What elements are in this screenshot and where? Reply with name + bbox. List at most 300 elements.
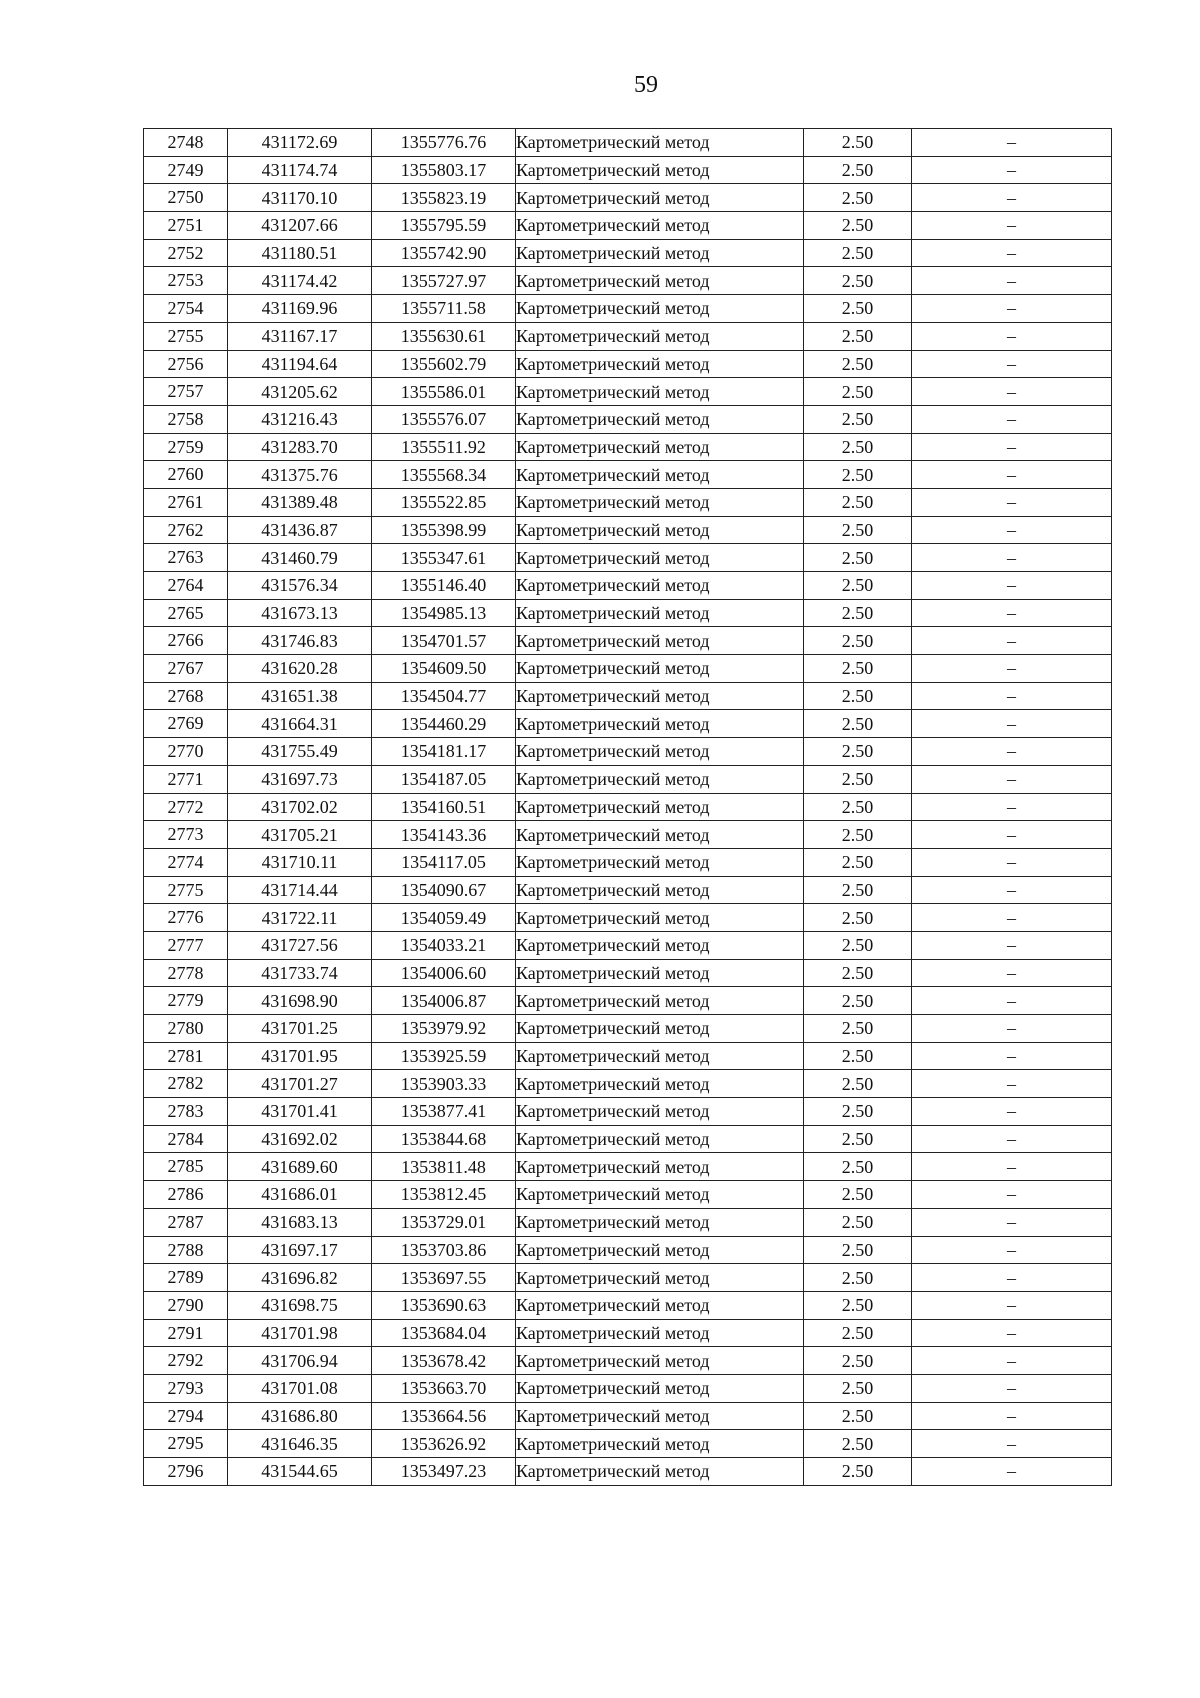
y-coordinate-cell: 1355711.58 xyxy=(372,295,516,323)
point-number-cell: 2766 xyxy=(144,627,228,655)
point-number-cell: 2783 xyxy=(144,1098,228,1126)
point-number-cell: 2754 xyxy=(144,295,228,323)
x-coordinate-cell: 431389.48 xyxy=(228,488,372,516)
note-cell: – xyxy=(912,848,1112,876)
y-coordinate-cell: 1353729.01 xyxy=(372,1208,516,1236)
y-coordinate-cell: 1353812.45 xyxy=(372,1181,516,1209)
accuracy-cell: 2.50 xyxy=(804,655,912,683)
point-number-cell: 2757 xyxy=(144,378,228,406)
accuracy-cell: 2.50 xyxy=(804,184,912,212)
table-row xyxy=(144,1098,1112,1126)
table-row xyxy=(144,1458,1112,1486)
accuracy-cell: 2.50 xyxy=(804,378,912,406)
table-row xyxy=(144,405,1112,433)
x-coordinate-cell: 431646.35 xyxy=(228,1430,372,1458)
note-cell: – xyxy=(912,959,1112,987)
accuracy-cell: 2.50 xyxy=(804,1347,912,1375)
accuracy-cell: 2.50 xyxy=(804,405,912,433)
y-coordinate-cell: 1353925.59 xyxy=(372,1042,516,1070)
accuracy-cell: 2.50 xyxy=(804,239,912,267)
y-coordinate-cell: 1355602.79 xyxy=(372,350,516,378)
y-coordinate-cell: 1354117.05 xyxy=(372,848,516,876)
table-row xyxy=(144,488,1112,516)
x-coordinate-cell: 431686.01 xyxy=(228,1181,372,1209)
y-coordinate-cell: 1354181.17 xyxy=(372,738,516,766)
note-cell: – xyxy=(912,239,1112,267)
point-number-cell: 2785 xyxy=(144,1153,228,1181)
point-number-cell: 2791 xyxy=(144,1319,228,1347)
y-coordinate-cell: 1355823.19 xyxy=(372,184,516,212)
method-cell: Картометрический метод xyxy=(516,322,804,350)
point-number-cell: 2772 xyxy=(144,793,228,821)
point-number-cell: 2784 xyxy=(144,1125,228,1153)
note-cell: – xyxy=(912,129,1112,157)
x-coordinate-cell: 431701.08 xyxy=(228,1374,372,1402)
x-coordinate-cell: 431620.28 xyxy=(228,655,372,683)
method-cell: Картометрический метод xyxy=(516,212,804,240)
method-cell: Картометрический метод xyxy=(516,1264,804,1292)
accuracy-cell: 2.50 xyxy=(804,322,912,350)
point-number-cell: 2760 xyxy=(144,461,228,489)
table-row xyxy=(144,350,1112,378)
method-cell: Картометрический метод xyxy=(516,931,804,959)
method-cell: Картометрический метод xyxy=(516,516,804,544)
table-row xyxy=(144,821,1112,849)
x-coordinate-cell: 431460.79 xyxy=(228,544,372,572)
table-row xyxy=(144,295,1112,323)
note-cell: – xyxy=(912,1264,1112,1292)
x-coordinate-cell: 431701.41 xyxy=(228,1098,372,1126)
point-number-cell: 2764 xyxy=(144,572,228,600)
method-cell: Картометрический метод xyxy=(516,1347,804,1375)
y-coordinate-cell: 1355776.76 xyxy=(372,129,516,157)
accuracy-cell: 2.50 xyxy=(804,572,912,600)
method-cell: Картометрический метод xyxy=(516,239,804,267)
method-cell: Картометрический метод xyxy=(516,1070,804,1098)
x-coordinate-cell: 431172.69 xyxy=(228,129,372,157)
point-number-cell: 2752 xyxy=(144,239,228,267)
table-row xyxy=(144,212,1112,240)
table-row xyxy=(144,156,1112,184)
note-cell: – xyxy=(912,1208,1112,1236)
y-coordinate-cell: 1354059.49 xyxy=(372,904,516,932)
accuracy-cell: 2.50 xyxy=(804,1015,912,1043)
x-coordinate-cell: 431727.56 xyxy=(228,931,372,959)
x-coordinate-cell: 431651.38 xyxy=(228,682,372,710)
point-number-cell: 2789 xyxy=(144,1264,228,1292)
method-cell: Картометрический метод xyxy=(516,904,804,932)
accuracy-cell: 2.50 xyxy=(804,461,912,489)
method-cell: Картометрический метод xyxy=(516,129,804,157)
x-coordinate-cell: 431697.17 xyxy=(228,1236,372,1264)
table-row xyxy=(144,710,1112,738)
note-cell: – xyxy=(912,655,1112,683)
method-cell: Картометрический метод xyxy=(516,378,804,406)
accuracy-cell: 2.50 xyxy=(804,987,912,1015)
x-coordinate-cell: 431375.76 xyxy=(228,461,372,489)
point-number-cell: 2751 xyxy=(144,212,228,240)
x-coordinate-cell: 431696.82 xyxy=(228,1264,372,1292)
y-coordinate-cell: 1353664.56 xyxy=(372,1402,516,1430)
x-coordinate-cell: 431169.96 xyxy=(228,295,372,323)
x-coordinate-cell: 431697.73 xyxy=(228,765,372,793)
table-row xyxy=(144,129,1112,157)
x-coordinate-cell: 431692.02 xyxy=(228,1125,372,1153)
method-cell: Картометрический метод xyxy=(516,544,804,572)
y-coordinate-cell: 1353697.55 xyxy=(372,1264,516,1292)
accuracy-cell: 2.50 xyxy=(804,1374,912,1402)
accuracy-cell: 2.50 xyxy=(804,1042,912,1070)
x-coordinate-cell: 431722.11 xyxy=(228,904,372,932)
y-coordinate-cell: 1354006.87 xyxy=(372,987,516,1015)
method-cell: Картометрический метод xyxy=(516,627,804,655)
x-coordinate-cell: 431710.11 xyxy=(228,848,372,876)
method-cell: Картометрический метод xyxy=(516,572,804,600)
table-row xyxy=(144,987,1112,1015)
table-row xyxy=(144,1291,1112,1319)
accuracy-cell: 2.50 xyxy=(804,931,912,959)
table-row xyxy=(144,959,1112,987)
x-coordinate-cell: 431216.43 xyxy=(228,405,372,433)
table-row xyxy=(144,1374,1112,1402)
coordinates-table xyxy=(143,128,1112,1486)
table-row xyxy=(144,184,1112,212)
table-row xyxy=(144,1430,1112,1458)
accuracy-cell: 2.50 xyxy=(804,156,912,184)
y-coordinate-cell: 1355511.92 xyxy=(372,433,516,461)
note-cell: – xyxy=(912,184,1112,212)
accuracy-cell: 2.50 xyxy=(804,1264,912,1292)
method-cell: Картометрический метод xyxy=(516,1430,804,1458)
accuracy-cell: 2.50 xyxy=(804,544,912,572)
note-cell: – xyxy=(912,793,1112,821)
table-row xyxy=(144,1070,1112,1098)
table-row xyxy=(144,239,1112,267)
note-cell: – xyxy=(912,572,1112,600)
x-coordinate-cell: 431733.74 xyxy=(228,959,372,987)
method-cell: Картометрический метод xyxy=(516,821,804,849)
method-cell: Картометрический метод xyxy=(516,959,804,987)
note-cell: – xyxy=(912,1125,1112,1153)
note-cell: – xyxy=(912,350,1112,378)
y-coordinate-cell: 1354985.13 xyxy=(372,599,516,627)
point-number-cell: 2773 xyxy=(144,821,228,849)
y-coordinate-cell: 1355146.40 xyxy=(372,572,516,600)
method-cell: Картометрический метод xyxy=(516,184,804,212)
note-cell: – xyxy=(912,405,1112,433)
accuracy-cell: 2.50 xyxy=(804,765,912,793)
y-coordinate-cell: 1355522.85 xyxy=(372,488,516,516)
accuracy-cell: 2.50 xyxy=(804,793,912,821)
y-coordinate-cell: 1354143.36 xyxy=(372,821,516,849)
accuracy-cell: 2.50 xyxy=(804,627,912,655)
table-row xyxy=(144,599,1112,627)
x-coordinate-cell: 431701.25 xyxy=(228,1015,372,1043)
method-cell: Картометрический метод xyxy=(516,405,804,433)
method-cell: Картометрический метод xyxy=(516,1181,804,1209)
table-row xyxy=(144,848,1112,876)
method-cell: Картометрический метод xyxy=(516,1125,804,1153)
point-number-cell: 2750 xyxy=(144,184,228,212)
table-row xyxy=(144,738,1112,766)
y-coordinate-cell: 1354187.05 xyxy=(372,765,516,793)
table-row xyxy=(144,904,1112,932)
method-cell: Картометрический метод xyxy=(516,599,804,627)
note-cell: – xyxy=(912,1153,1112,1181)
y-coordinate-cell: 1353684.04 xyxy=(372,1319,516,1347)
accuracy-cell: 2.50 xyxy=(804,738,912,766)
accuracy-cell: 2.50 xyxy=(804,904,912,932)
table-row xyxy=(144,544,1112,572)
method-cell: Картометрический метод xyxy=(516,738,804,766)
point-number-cell: 2767 xyxy=(144,655,228,683)
y-coordinate-cell: 1353979.92 xyxy=(372,1015,516,1043)
table-row xyxy=(144,765,1112,793)
method-cell: Картометрический метод xyxy=(516,1458,804,1486)
accuracy-cell: 2.50 xyxy=(804,876,912,904)
accuracy-cell: 2.50 xyxy=(804,959,912,987)
page-number: 59 xyxy=(634,72,658,98)
accuracy-cell: 2.50 xyxy=(804,1208,912,1236)
table-row xyxy=(144,267,1112,295)
table-row xyxy=(144,572,1112,600)
accuracy-cell: 2.50 xyxy=(804,1291,912,1319)
y-coordinate-cell: 1354701.57 xyxy=(372,627,516,655)
y-coordinate-cell: 1355795.59 xyxy=(372,212,516,240)
note-cell: – xyxy=(912,876,1112,904)
method-cell: Картометрический метод xyxy=(516,1208,804,1236)
point-number-cell: 2768 xyxy=(144,682,228,710)
y-coordinate-cell: 1353877.41 xyxy=(372,1098,516,1126)
note-cell: – xyxy=(912,1070,1112,1098)
point-number-cell: 2762 xyxy=(144,516,228,544)
accuracy-cell: 2.50 xyxy=(804,267,912,295)
point-number-cell: 2796 xyxy=(144,1458,228,1486)
y-coordinate-cell: 1355727.97 xyxy=(372,267,516,295)
point-number-cell: 2786 xyxy=(144,1181,228,1209)
x-coordinate-cell: 431698.90 xyxy=(228,987,372,1015)
table-row xyxy=(144,655,1112,683)
y-coordinate-cell: 1355742.90 xyxy=(372,239,516,267)
accuracy-cell: 2.50 xyxy=(804,1236,912,1264)
y-coordinate-cell: 1354609.50 xyxy=(372,655,516,683)
method-cell: Картометрический метод xyxy=(516,1291,804,1319)
point-number-cell: 2769 xyxy=(144,710,228,738)
method-cell: Картометрический метод xyxy=(516,461,804,489)
note-cell: – xyxy=(912,544,1112,572)
point-number-cell: 2761 xyxy=(144,488,228,516)
point-number-cell: 2777 xyxy=(144,931,228,959)
x-coordinate-cell: 431207.66 xyxy=(228,212,372,240)
method-cell: Картометрический метод xyxy=(516,848,804,876)
y-coordinate-cell: 1353663.70 xyxy=(372,1374,516,1402)
method-cell: Картометрический метод xyxy=(516,1374,804,1402)
point-number-cell: 2795 xyxy=(144,1430,228,1458)
note-cell: – xyxy=(912,738,1112,766)
accuracy-cell: 2.50 xyxy=(804,212,912,240)
note-cell: – xyxy=(912,821,1112,849)
table-row xyxy=(144,1236,1112,1264)
x-coordinate-cell: 431701.98 xyxy=(228,1319,372,1347)
x-coordinate-cell: 431683.13 xyxy=(228,1208,372,1236)
accuracy-cell: 2.50 xyxy=(804,1125,912,1153)
note-cell: – xyxy=(912,599,1112,627)
method-cell: Картометрический метод xyxy=(516,1042,804,1070)
point-number-cell: 2782 xyxy=(144,1070,228,1098)
note-cell: – xyxy=(912,627,1112,655)
method-cell: Картометрический метод xyxy=(516,295,804,323)
x-coordinate-cell: 431205.62 xyxy=(228,378,372,406)
method-cell: Картометрический метод xyxy=(516,1402,804,1430)
method-cell: Картометрический метод xyxy=(516,156,804,184)
note-cell: – xyxy=(912,1042,1112,1070)
note-cell: – xyxy=(912,1430,1112,1458)
note-cell: – xyxy=(912,322,1112,350)
y-coordinate-cell: 1353690.63 xyxy=(372,1291,516,1319)
point-number-cell: 2781 xyxy=(144,1042,228,1070)
y-coordinate-cell: 1355347.61 xyxy=(372,544,516,572)
y-coordinate-cell: 1353497.23 xyxy=(372,1458,516,1486)
y-coordinate-cell: 1353626.92 xyxy=(372,1430,516,1458)
x-coordinate-cell: 431689.60 xyxy=(228,1153,372,1181)
point-number-cell: 2749 xyxy=(144,156,228,184)
y-coordinate-cell: 1354160.51 xyxy=(372,793,516,821)
point-number-cell: 2775 xyxy=(144,876,228,904)
note-cell: – xyxy=(912,516,1112,544)
point-number-cell: 2780 xyxy=(144,1015,228,1043)
note-cell: – xyxy=(912,1291,1112,1319)
y-coordinate-cell: 1355803.17 xyxy=(372,156,516,184)
x-coordinate-cell: 431746.83 xyxy=(228,627,372,655)
note-cell: – xyxy=(912,1098,1112,1126)
accuracy-cell: 2.50 xyxy=(804,1098,912,1126)
x-coordinate-cell: 431167.17 xyxy=(228,322,372,350)
point-number-cell: 2778 xyxy=(144,959,228,987)
method-cell: Картометрический метод xyxy=(516,488,804,516)
y-coordinate-cell: 1354504.77 xyxy=(372,682,516,710)
note-cell: – xyxy=(912,1374,1112,1402)
method-cell: Картометрический метод xyxy=(516,433,804,461)
method-cell: Картометрический метод xyxy=(516,876,804,904)
table-row xyxy=(144,322,1112,350)
accuracy-cell: 2.50 xyxy=(804,1153,912,1181)
point-number-cell: 2755 xyxy=(144,322,228,350)
note-cell: – xyxy=(912,212,1112,240)
accuracy-cell: 2.50 xyxy=(804,682,912,710)
accuracy-cell: 2.50 xyxy=(804,821,912,849)
note-cell: – xyxy=(912,1458,1112,1486)
table-row xyxy=(144,1153,1112,1181)
accuracy-cell: 2.50 xyxy=(804,488,912,516)
y-coordinate-cell: 1355398.99 xyxy=(372,516,516,544)
x-coordinate-cell: 431701.95 xyxy=(228,1042,372,1070)
note-cell: – xyxy=(912,1015,1112,1043)
y-coordinate-cell: 1353678.42 xyxy=(372,1347,516,1375)
point-number-cell: 2759 xyxy=(144,433,228,461)
method-cell: Картометрический метод xyxy=(516,1236,804,1264)
y-coordinate-cell: 1354090.67 xyxy=(372,876,516,904)
point-number-cell: 2753 xyxy=(144,267,228,295)
x-coordinate-cell: 431174.74 xyxy=(228,156,372,184)
note-cell: – xyxy=(912,488,1112,516)
accuracy-cell: 2.50 xyxy=(804,1319,912,1347)
x-coordinate-cell: 431174.42 xyxy=(228,267,372,295)
x-coordinate-cell: 431686.80 xyxy=(228,1402,372,1430)
x-coordinate-cell: 431698.75 xyxy=(228,1291,372,1319)
note-cell: – xyxy=(912,267,1112,295)
point-number-cell: 2758 xyxy=(144,405,228,433)
table-row xyxy=(144,793,1112,821)
y-coordinate-cell: 1355630.61 xyxy=(372,322,516,350)
note-cell: – xyxy=(912,1181,1112,1209)
accuracy-cell: 2.50 xyxy=(804,848,912,876)
method-cell: Картометрический метод xyxy=(516,267,804,295)
accuracy-cell: 2.50 xyxy=(804,295,912,323)
accuracy-cell: 2.50 xyxy=(804,1402,912,1430)
x-coordinate-cell: 431180.51 xyxy=(228,239,372,267)
accuracy-cell: 2.50 xyxy=(804,1181,912,1209)
point-number-cell: 2792 xyxy=(144,1347,228,1375)
y-coordinate-cell: 1353903.33 xyxy=(372,1070,516,1098)
y-coordinate-cell: 1353811.48 xyxy=(372,1153,516,1181)
point-number-cell: 2788 xyxy=(144,1236,228,1264)
note-cell: – xyxy=(912,904,1112,932)
point-number-cell: 2779 xyxy=(144,987,228,1015)
note-cell: – xyxy=(912,378,1112,406)
table-body xyxy=(144,129,1112,1486)
point-number-cell: 2763 xyxy=(144,544,228,572)
point-number-cell: 2765 xyxy=(144,599,228,627)
note-cell: – xyxy=(912,1236,1112,1264)
y-coordinate-cell: 1354033.21 xyxy=(372,931,516,959)
method-cell: Картометрический метод xyxy=(516,1153,804,1181)
table-row xyxy=(144,1264,1112,1292)
point-number-cell: 2771 xyxy=(144,765,228,793)
x-coordinate-cell: 431701.27 xyxy=(228,1070,372,1098)
x-coordinate-cell: 431436.87 xyxy=(228,516,372,544)
point-number-cell: 2794 xyxy=(144,1402,228,1430)
method-cell: Картометрический метод xyxy=(516,1098,804,1126)
method-cell: Картометрический метод xyxy=(516,710,804,738)
accuracy-cell: 2.50 xyxy=(804,350,912,378)
x-coordinate-cell: 431673.13 xyxy=(228,599,372,627)
accuracy-cell: 2.50 xyxy=(804,710,912,738)
point-number-cell: 2790 xyxy=(144,1291,228,1319)
accuracy-cell: 2.50 xyxy=(804,599,912,627)
x-coordinate-cell: 431576.34 xyxy=(228,572,372,600)
note-cell: – xyxy=(912,710,1112,738)
y-coordinate-cell: 1353844.68 xyxy=(372,1125,516,1153)
x-coordinate-cell: 431702.02 xyxy=(228,793,372,821)
table-row xyxy=(144,1042,1112,1070)
table-row xyxy=(144,1125,1112,1153)
point-number-cell: 2787 xyxy=(144,1208,228,1236)
table-row xyxy=(144,1015,1112,1043)
table-row xyxy=(144,931,1112,959)
x-coordinate-cell: 431170.10 xyxy=(228,184,372,212)
accuracy-cell: 2.50 xyxy=(804,1430,912,1458)
y-coordinate-cell: 1354006.60 xyxy=(372,959,516,987)
method-cell: Картометрический метод xyxy=(516,350,804,378)
y-coordinate-cell: 1353703.86 xyxy=(372,1236,516,1264)
table-row xyxy=(144,1319,1112,1347)
point-number-cell: 2776 xyxy=(144,904,228,932)
accuracy-cell: 2.50 xyxy=(804,433,912,461)
x-coordinate-cell: 431714.44 xyxy=(228,876,372,904)
note-cell: – xyxy=(912,461,1112,489)
note-cell: – xyxy=(912,987,1112,1015)
note-cell: – xyxy=(912,1347,1112,1375)
